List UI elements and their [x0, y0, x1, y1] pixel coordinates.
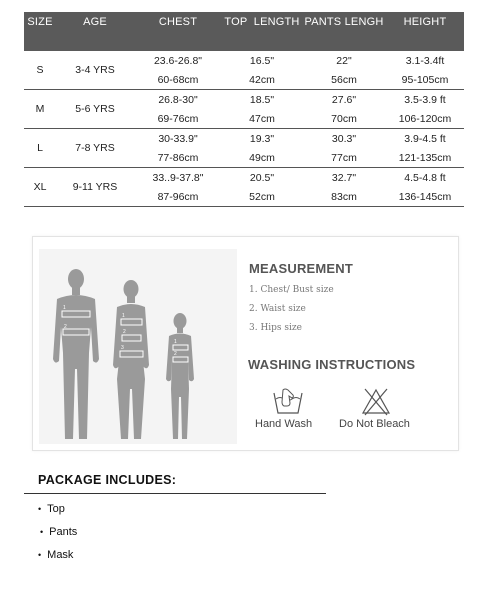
cell-chest-cm: 77-86cm: [134, 148, 222, 168]
cell-size: S: [24, 51, 56, 90]
package-item-label: Pants: [49, 525, 78, 538]
cell-top-length-cm: 49cm: [222, 148, 302, 168]
package-includes-title: PACKAGE INCLUDES:: [38, 473, 177, 487]
header-age: AGE: [56, 12, 134, 51]
measurement-panel: [32, 236, 459, 451]
cell-pants-length-in: 27.6": [331, 93, 357, 106]
cell-height-ft: 3.9-4.5 ft: [404, 132, 446, 145]
list-item: [38, 543, 77, 566]
body-silhouettes-illustration: [39, 249, 237, 444]
cell-height-ft: 4.5-4.8 ft: [404, 171, 446, 184]
measurement-item: 1. Chest/ Bust size: [249, 285, 334, 295]
bullet-icon: •: [38, 503, 42, 514]
marker-2: 2: [64, 324, 67, 330]
cell-top-length-in: 19.3": [249, 132, 275, 145]
measurement-list: [249, 285, 334, 342]
list-item: [38, 520, 77, 543]
package-list: [38, 497, 77, 566]
table-row: [24, 51, 464, 70]
bullet-icon: •: [38, 549, 42, 560]
size-chart-header-row: [24, 12, 464, 51]
table-row: [24, 90, 464, 110]
do-not-bleach-icon: [361, 387, 391, 417]
cell-size: XL: [24, 168, 56, 207]
cell-pants-length-cm: 77cm: [302, 148, 386, 168]
cell-top-length-cm: 42cm: [222, 70, 302, 90]
cell-pants-length-cm: 56cm: [302, 70, 386, 90]
measurement-item: 3. Hips size: [249, 323, 302, 333]
marker-2: 2: [123, 329, 126, 335]
package-item-label: Top: [47, 502, 65, 515]
do-not-bleach-label: Do Not Bleach: [339, 418, 410, 430]
cell-pants-length-in: 22": [336, 54, 352, 67]
measurement-item: 2. Waist size: [249, 304, 306, 314]
hand-wash-label: Hand Wash: [255, 418, 313, 430]
marker-3: 3: [121, 345, 124, 351]
cell-height-cm: 95-105cm: [386, 70, 464, 90]
cell-top-length-in: 16.5": [249, 54, 275, 67]
cell-top-length-cm: 47cm: [222, 109, 302, 129]
cell-chest-in: 30-33.9": [158, 132, 198, 145]
marker-1: 1: [122, 313, 125, 319]
marker-2: 2: [174, 351, 177, 357]
header-top-length: TOP LENGTH: [222, 12, 302, 51]
cell-age: 9-11 YRS: [56, 168, 134, 207]
cell-age: 5-6 YRS: [56, 90, 134, 129]
size-chart-table: [24, 12, 464, 207]
cell-chest-cm: 87-96cm: [134, 187, 222, 207]
bullet-icon: •: [40, 526, 44, 537]
table-row: [24, 168, 464, 188]
marker-1: 1: [174, 339, 177, 345]
package-item-label: Mask: [47, 548, 74, 561]
cell-pants-length-in: 30.3": [331, 132, 357, 145]
cell-pants-length-cm: 70cm: [302, 109, 386, 129]
package-divider: [24, 493, 326, 494]
cell-chest-in: 26.8-30": [158, 93, 198, 106]
marker-1: 1: [63, 305, 66, 311]
cell-height-ft: 3.5-3.9 ft: [404, 93, 446, 106]
cell-pants-length-in: 32.7": [331, 171, 357, 184]
header-height: HEIGHT: [386, 12, 464, 51]
cell-height-cm: 121-135cm: [386, 148, 464, 168]
cell-chest-in: 23.6-26.8": [153, 54, 203, 67]
cell-chest-cm: 60-68cm: [134, 70, 222, 90]
cell-top-length-cm: 52cm: [222, 187, 302, 207]
washing-instructions-title: WASHING INSTRUCTIONS: [248, 357, 416, 372]
header-pants-length: PANTS LENGH: [302, 12, 386, 51]
cell-pants-length-cm: 83cm: [302, 187, 386, 207]
cell-top-length-in: 18.5": [249, 93, 275, 106]
list-item: [38, 497, 77, 520]
cell-height-ft: 3.1-3.4ft: [405, 54, 445, 67]
cell-age: 3-4 YRS: [56, 51, 134, 90]
header-chest: CHEST: [134, 12, 222, 51]
cell-height-cm: 136-145cm: [386, 187, 464, 207]
measurement-title: MEASUREMENT: [249, 261, 354, 276]
cell-size: M: [24, 90, 56, 129]
cell-height-cm: 106-120cm: [386, 109, 464, 129]
cell-size: L: [24, 129, 56, 168]
cell-age: 7-8 YRS: [56, 129, 134, 168]
hand-wash-icon: [271, 387, 305, 417]
cell-chest-cm: 69-76cm: [134, 109, 222, 129]
cell-chest-in: 33..9-37.8": [152, 171, 204, 184]
cell-top-length-in: 20.5": [249, 171, 275, 184]
table-row: [24, 129, 464, 149]
header-size: SIZE: [24, 12, 56, 51]
